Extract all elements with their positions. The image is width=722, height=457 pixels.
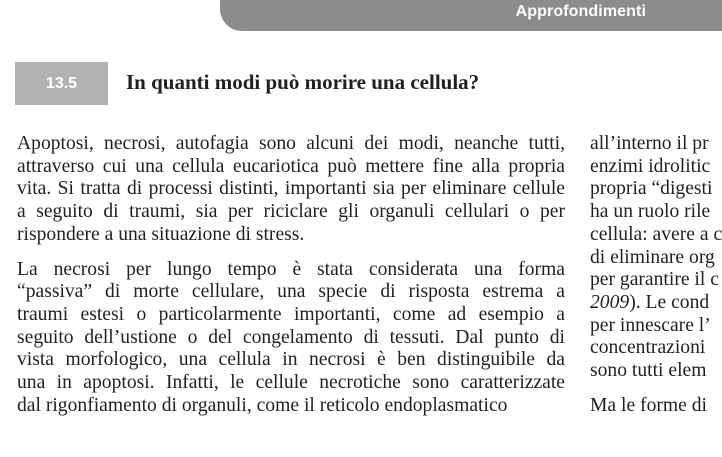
section-number-badge: 13.5 <box>15 62 108 105</box>
text-line: rispondere a una situazione di stress. <box>17 223 305 245</box>
chapter-header-label: Approfondimenti <box>515 3 646 20</box>
text-line: una in apoptosi. Infatti, le cellule necrotiche sono caratterizzate <box>17 372 565 394</box>
text-line: attraverso cui una cellula eucariotica può mettere fine alla propria <box>17 155 565 177</box>
paragraph-gap <box>590 383 722 395</box>
text-line: ha un ruolo rile <box>590 201 711 223</box>
text-line: sono tutti elem <box>590 360 707 382</box>
citation-year: 2009 <box>590 291 630 313</box>
text-line: enzimi idrolitic <box>590 155 711 177</box>
text-fragment: ). Le cond <box>629 291 710 313</box>
text-line: Apoptosi, necrosi, autofagia sono alcuni dei modi, neanche tutti, <box>17 133 565 154</box>
text-line: seguito dell’ustione o del congelamento di tessuti. Dal punto di <box>17 326 565 348</box>
right-text-column <box>590 133 722 417</box>
text-line: per innescare l’ <box>590 314 711 336</box>
text-line: concentrazioni <box>590 337 706 359</box>
text-line: propria “digesti <box>590 178 713 200</box>
paragraph-2 <box>17 259 565 418</box>
text-line-citation <box>590 292 722 315</box>
text-line: vista morfologico, una cellula in necrosi è ben distinguibile da <box>17 349 565 371</box>
text-line: La necrosi per lungo tempo è stata considerata una forma <box>17 258 565 280</box>
text-line: a seguito di traumi, sia per riciclare gli organuli cellulari o per <box>17 201 565 223</box>
text-line: dal rigonfiamento di organuli, come il reticolo endoplasmatico <box>17 394 508 416</box>
text-line: Ma le forme di <box>590 394 707 416</box>
section-title: In quanti modi può morire una cellula? <box>126 70 480 94</box>
left-text-column <box>17 133 565 417</box>
text-line: cellula: avere a c <box>590 223 722 245</box>
text-line: all’interno il pr <box>590 133 709 154</box>
text-line: vita. Si tratta di processi distinti, importanti sia per eliminare cellule <box>17 178 565 200</box>
text-line: di eliminare org <box>590 246 715 268</box>
text-line: “passiva” di morte cellulare, una specie di risposta estrema a <box>17 281 565 303</box>
chapter-header-bar <box>220 0 722 31</box>
text-line: per garantire il c <box>590 269 719 291</box>
paragraph-1 <box>17 133 565 247</box>
text-line: traumi estesi o particolarmente importanti, come ad esempio a <box>17 303 565 325</box>
